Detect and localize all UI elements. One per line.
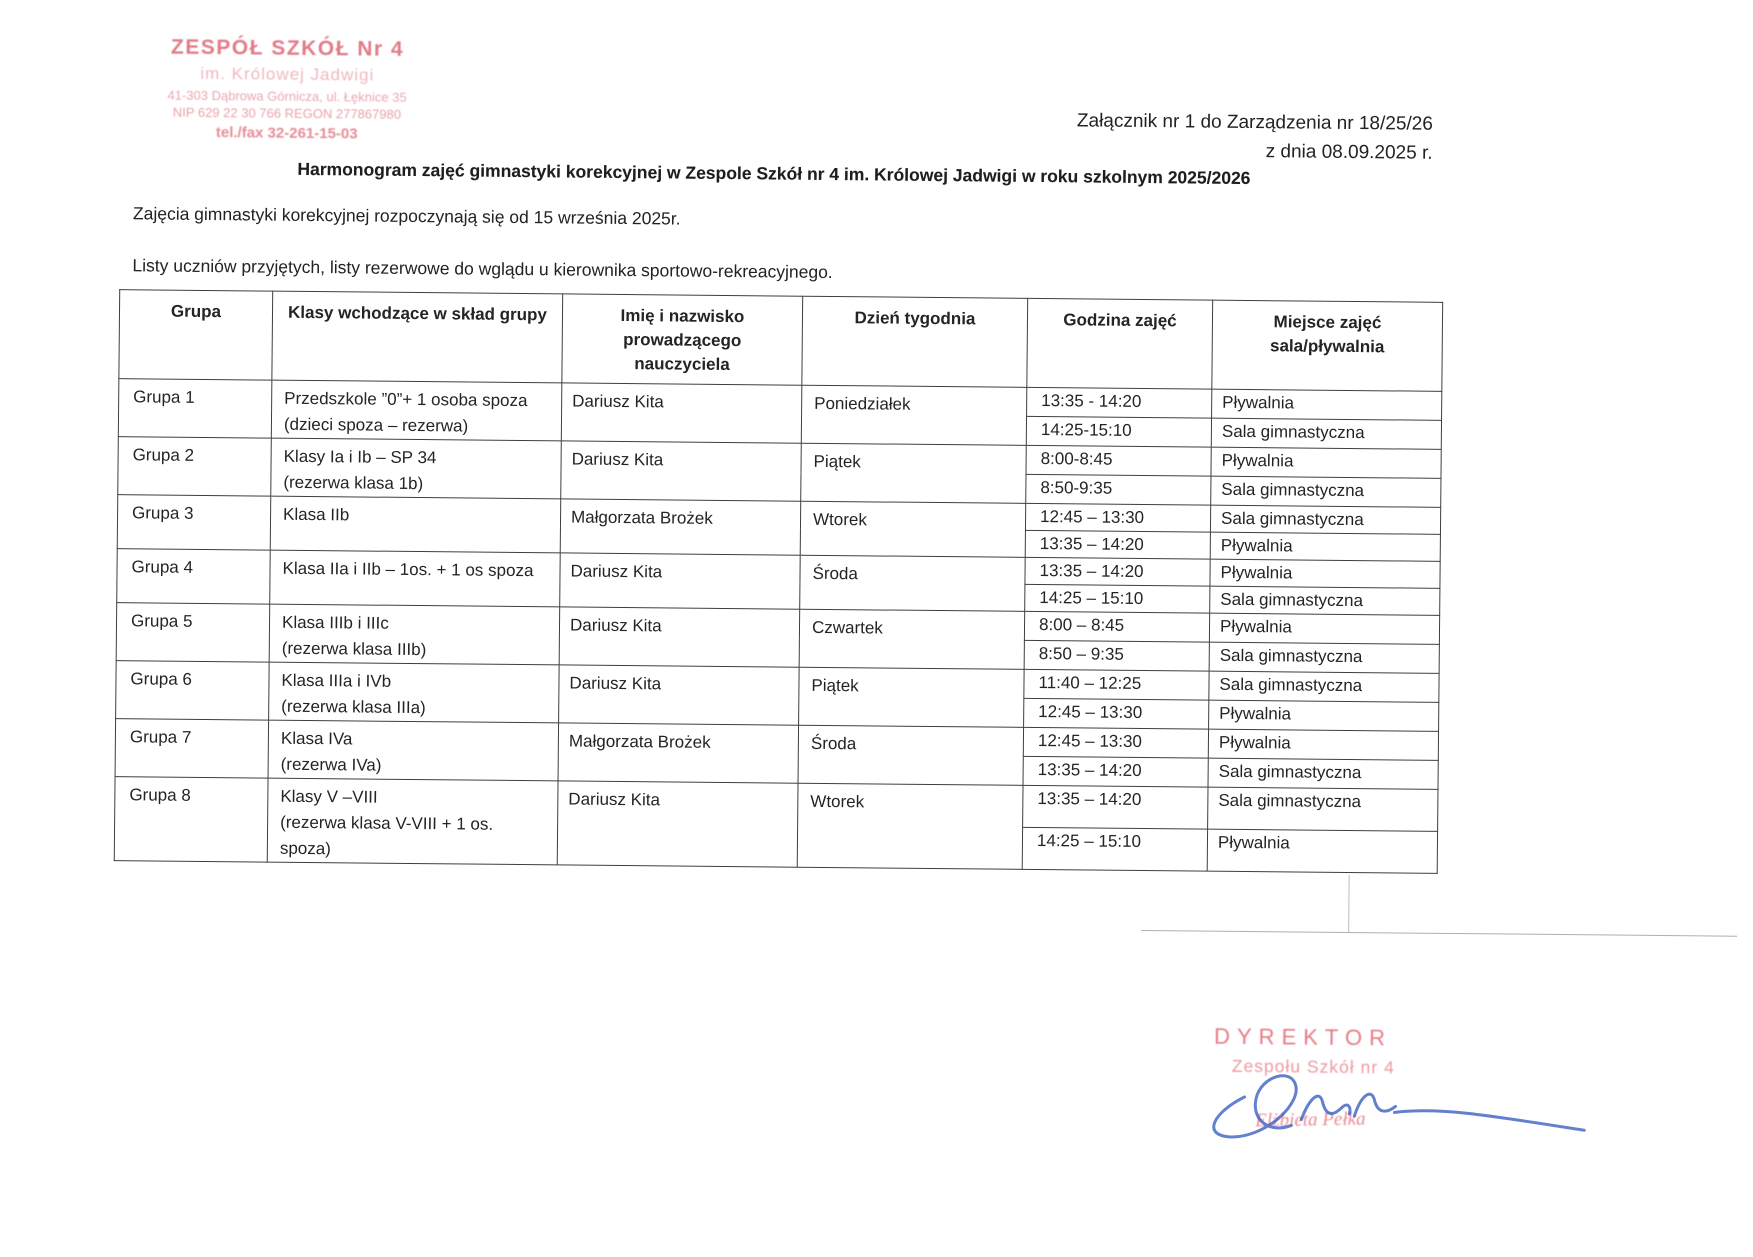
director-stamp-title: DYREKTOR [1213, 1023, 1393, 1051]
signature-icon [1189, 1046, 1590, 1165]
teacher-cell: Dariusz Kita [559, 665, 800, 725]
place-cell: Pływalnia [1210, 559, 1440, 588]
time-cell: 14:25-15:10 [1026, 416, 1211, 447]
teacher-cell: Małgorzata Brożek [560, 499, 801, 555]
school-stamp-patron: im. Królowej Jadwigi [200, 64, 375, 85]
place-cell: Sala gimnastyczna [1210, 505, 1440, 534]
classes-cell: Klasa IIb [270, 496, 561, 553]
teacher-cell: Dariusz Kita [559, 607, 800, 667]
group-cell: Grupa 2 [118, 437, 272, 496]
intro-paragraph: Zajęcia gimnastyki korekcyjnej rozpoczynają się od 15 września 2025r. [132, 203, 681, 229]
time-cell: 13:35 - 14:20 [1027, 387, 1212, 418]
classes-cell: Przedszkole ”0”+ 1 osoba spoza (dzieci spoza – rezerwa) [271, 380, 562, 441]
group-cell: Grupa 4 [117, 549, 271, 604]
teacher-cell: Dariusz Kita [561, 383, 802, 443]
header-klasy: Klasy wchodzące w skład grupy [272, 291, 563, 383]
day-cell: Wtorek [797, 783, 1023, 869]
place-cell: Sala gimnastyczna [1208, 787, 1438, 831]
place-cell: Pływalnia [1208, 729, 1438, 760]
place-cell: Pływalnia [1210, 532, 1440, 561]
attachment-note-line2: z dnia 08.09.2025 r. [1265, 141, 1433, 164]
time-cell: 11:40 – 12:25 [1024, 669, 1209, 700]
time-cell: 13:35 – 14:20 [1023, 756, 1208, 787]
day-cell: Poniedziałek [801, 385, 1027, 445]
group-cell: Grupa 5 [116, 603, 270, 662]
classes-cell: Klasa IIa i IIb – 1os. + 1 os spoza [270, 550, 561, 607]
place-cell: Pływalnia [1211, 447, 1441, 478]
schedule-table [114, 289, 1443, 874]
teacher-cell: Małgorzata Brożek [558, 723, 799, 783]
school-stamp-nip-regon: NIP 629 22 30 766 REGON 277867980 [172, 104, 402, 122]
place-cell: Pływalnia [1209, 700, 1439, 731]
time-cell: 12:45 – 13:30 [1023, 727, 1208, 758]
time-cell: 13:35 – 14:20 [1023, 785, 1208, 829]
group-cell: Grupa 8 [114, 777, 268, 862]
place-cell: Sala gimnastyczna [1211, 476, 1441, 507]
day-cell: Wtorek [800, 501, 1026, 557]
director-stamp-school: Zespołu Szkół nr 4 [1231, 1055, 1395, 1078]
group-cell: Grupa 1 [118, 379, 272, 438]
time-cell: 8:00-8:45 [1026, 445, 1211, 476]
director-signature-name: Elżbieta Pełka [1255, 1108, 1366, 1132]
place-cell: Sala gimnastyczna [1210, 586, 1440, 615]
place-cell: Pływalnia [1212, 389, 1442, 420]
classes-cell: Klasy Ia i Ib – SP 34 (rezerwa klasa 1b) [271, 438, 562, 499]
place-cell: Pływalnia [1209, 613, 1439, 644]
teacher-cell: Dariusz Kita [560, 553, 801, 609]
scan-artifact-hline [1141, 930, 1737, 937]
group-cell: Grupa 7 [115, 719, 269, 778]
teacher-cell: Dariusz Kita [557, 781, 798, 867]
place-cell: Sala gimnastyczna [1208, 758, 1438, 789]
attachment-note [998, 106, 1433, 168]
day-cell: Piątek [801, 443, 1027, 503]
school-stamp-name: ZESPÓŁ SZKÓŁ Nr 4 [170, 35, 405, 61]
school-stamp-address: 41-303 Dąbrowa Górnicza, ul. Łęknice 35 [167, 87, 407, 105]
place-cell: Sala gimnastyczna [1211, 418, 1441, 449]
time-cell: 8:50 – 9:35 [1024, 640, 1209, 671]
time-cell: 8:00 – 8:45 [1024, 611, 1209, 642]
school-stamp [127, 35, 448, 143]
time-cell: 13:35 – 14:20 [1025, 530, 1210, 559]
classes-cell: Klasa IVa (rezerwa IVa) [268, 720, 559, 781]
header-dzien: Dzień tygodnia [802, 296, 1028, 387]
time-cell: 13:35 – 14:20 [1025, 557, 1210, 586]
place-cell: Pływalnia [1207, 829, 1437, 873]
day-cell: Czwartek [799, 609, 1025, 669]
place-cell: Sala gimnastyczna [1209, 671, 1439, 702]
page-title: Harmonogram zajęć gimnastyki korekcyjnej w Zespole Szkół nr 4 im. Królowej Jadwigi w roku szkolnym 2025/2026 [297, 158, 1251, 189]
group-cell: Grupa 3 [117, 495, 271, 550]
school-stamp-phone: tel./fax 32-261-15-03 [215, 123, 358, 143]
place-cell: Sala gimnastyczna [1209, 642, 1439, 673]
time-cell: 14:25 – 15:10 [1022, 827, 1207, 871]
attachment-note-line1: Załącznik nr 1 do Zarządzenia nr 18/25/26 [1076, 110, 1433, 135]
classes-cell: Klasa IIIb i IIIc (rezerwa klasa IIIb) [269, 604, 560, 665]
header-godzina: Godzina zajęć [1027, 298, 1213, 389]
scan-artifact-vline [1348, 875, 1350, 932]
day-cell: Piątek [799, 667, 1025, 727]
time-cell: 12:45 – 13:30 [1025, 503, 1210, 532]
teacher-cell: Dariusz Kita [561, 441, 802, 501]
header-nauczyciel: Imię i nazwisko prowadzącego nauczyciela [562, 294, 803, 385]
time-cell: 8:50-9:35 [1026, 474, 1211, 505]
day-cell: Środa [798, 725, 1024, 785]
header-grupa: Grupa [119, 290, 273, 380]
header-miejsce: Miejsce zajęć sala/pływalnia [1212, 300, 1443, 391]
lists-paragraph: Listy uczniów przyjętych, listy rezerwowe do wglądu u kierownika sportowo-rekreacyjnego. [132, 255, 833, 283]
group-cell: Grupa 6 [116, 661, 270, 720]
time-cell: 12:45 – 13:30 [1024, 698, 1209, 729]
time-cell: 14:25 – 15:10 [1025, 584, 1210, 613]
day-cell: Środa [800, 555, 1026, 611]
classes-cell: Klasa IIIa i IVb (rezerwa klasa IIIa) [269, 662, 560, 723]
table-header-row [119, 290, 1443, 392]
classes-cell: Klasy V –VIII (rezerwa klasa V-VIII + 1 os. spoza) [267, 778, 558, 865]
